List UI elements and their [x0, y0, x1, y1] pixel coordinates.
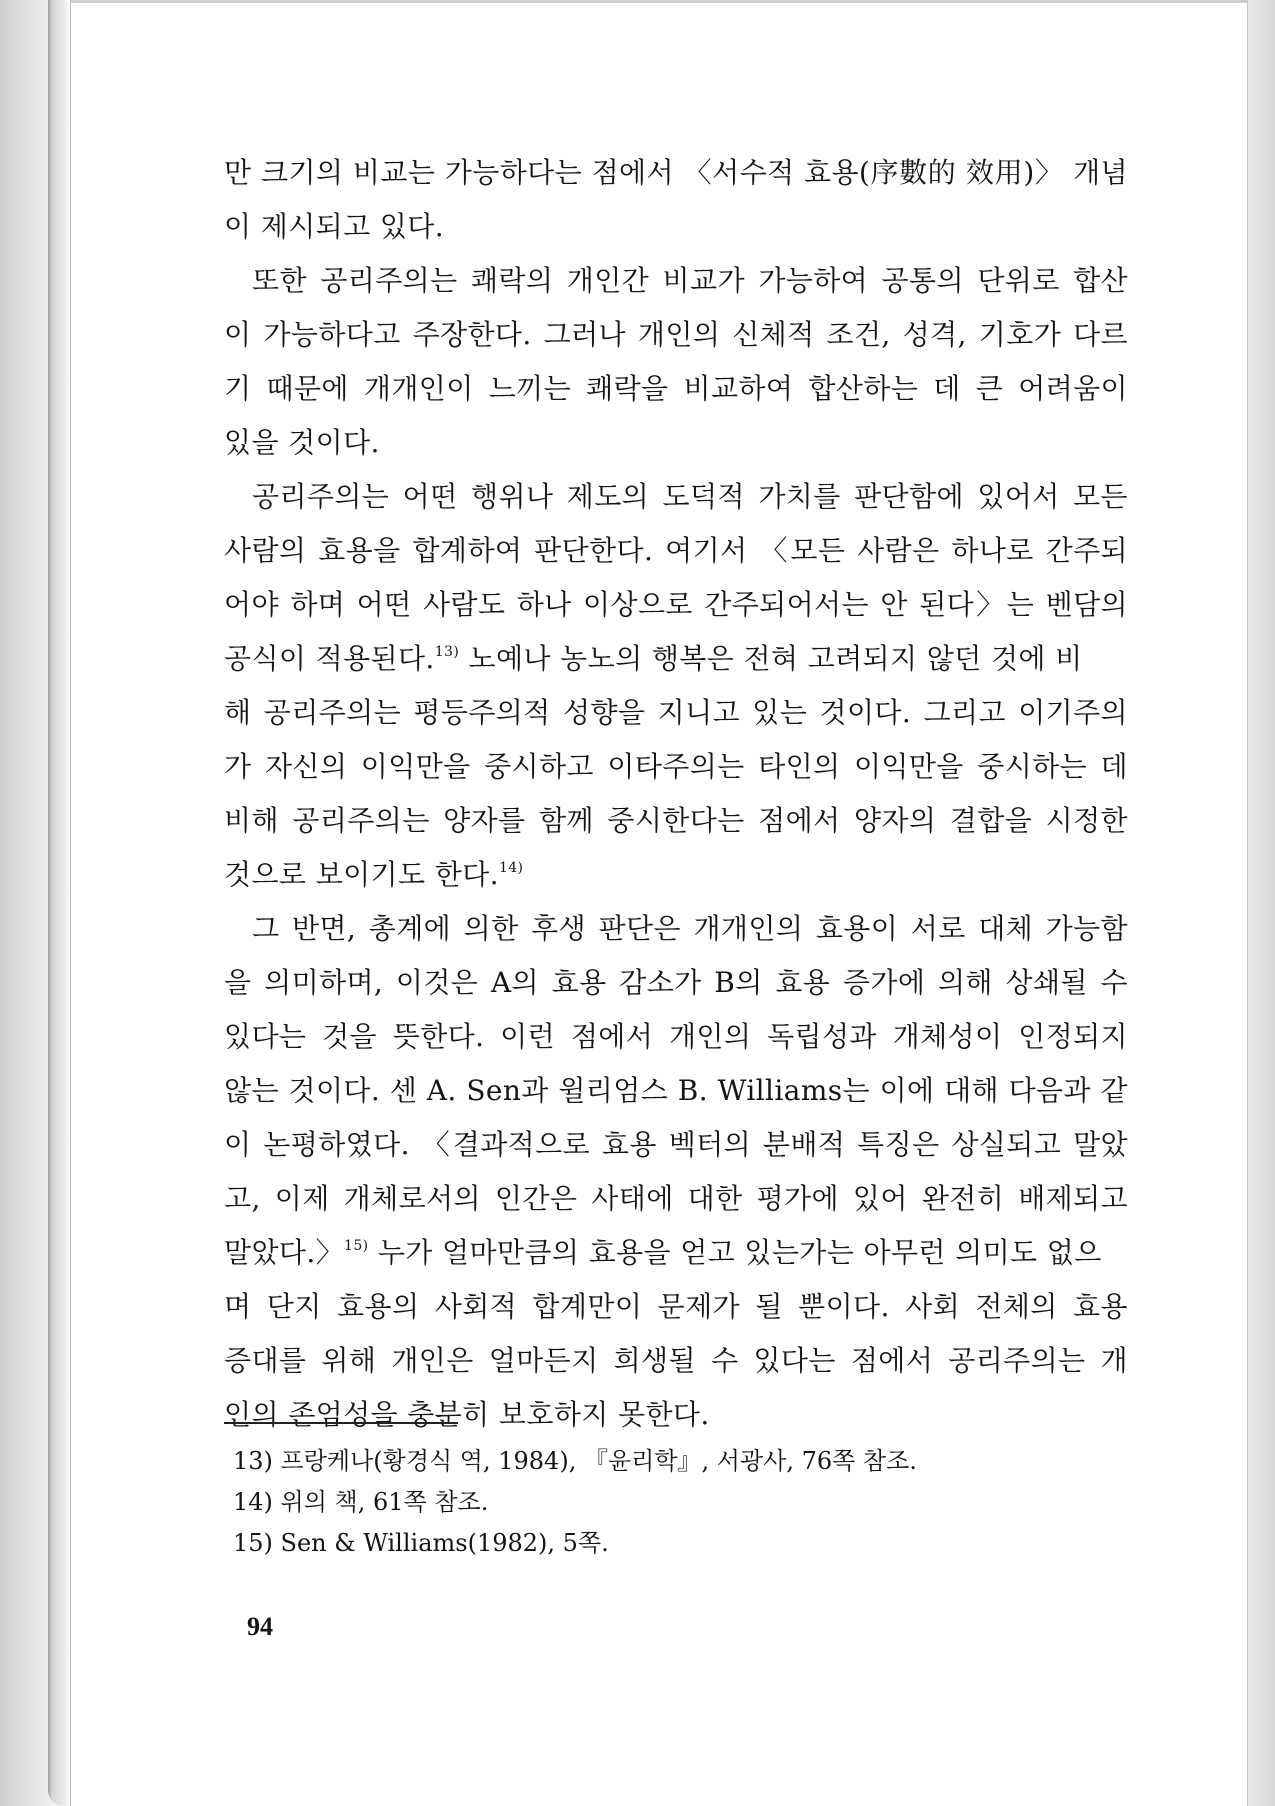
text-line: 이 가능하다고 주장한다. 그러나 개인의 신체적 조건, 성격, 기호가 다르	[224, 318, 1128, 351]
text-line: 가 자신의 이익만을 중시하고 이타주의는 타인의 이익만을 중시하는 데	[224, 750, 1128, 783]
footnote-ref-14[interactable]: 14)	[498, 860, 524, 876]
footnote-ref-15[interactable]: 15)	[344, 1238, 369, 1254]
text-segment: 말았다.〉	[224, 1236, 345, 1269]
text-line: 사람의 효용을 합계하여 판단한다. 여기서 〈모든 사람은 하나로 간주되	[224, 534, 1128, 567]
text-line: 기 때문에 개개인이 느끼는 쾌락을 비교하여 합산하는 데 큰 어려움이	[224, 372, 1128, 405]
page-top-edge	[70, 0, 1250, 3]
page-number: 94	[247, 1612, 273, 1641]
text-line	[224, 632, 1128, 686]
footnote-ref-13[interactable]: 13)	[434, 644, 460, 660]
text-segment: 누가 얼마만큼의 효용을 얻고 있는가는 아무런 의미도 없으	[368, 1236, 1102, 1269]
text-line: 고, 이제 개체로서의 인간은 사태에 대한 평가에 있어 완전히 배제되고	[224, 1182, 1128, 1215]
book-page-edge	[48, 0, 70, 1806]
footnote-divider	[224, 1422, 458, 1424]
text-line: 인의 존엄성을 충분히 보호하지 못한다.	[224, 1398, 710, 1431]
footnote-13: 13) 프랑케나(황경식 역, 1984), 『윤리학』, 서광사, 76쪽 참조.	[233, 1447, 917, 1475]
text-line: 비해 공리주의는 양자를 함께 중시한다는 점에서 양자의 결합을 시정한	[224, 804, 1128, 837]
text-line: 만 크기의 비교는 가능하다는 점에서 〈서수적 효용(序數的 效用)〉 개념	[224, 156, 1128, 189]
right-page-edge	[1247, 0, 1275, 1806]
text-line: 또한 공리주의는 쾌락의 개인간 비교가 가능하여 공통의 단위로 합산	[252, 264, 1128, 297]
text-line: 있을 것이다.	[224, 426, 380, 459]
text-line: 그 반면, 총계에 의한 후생 판단은 개개인의 효용이 서로 대체 가능함	[252, 912, 1128, 945]
text-line: 어야 하며 어떤 사람도 하나 이상으로 간주되어서는 안 된다〉는 벤담의	[224, 588, 1128, 621]
text-segment: 노예나 농노의 행복은 전혀 고려되지 않던 것에 비	[459, 642, 1083, 675]
footnote-15: 15) Sen & Williams(1982), 5쪽.	[233, 1529, 609, 1557]
text-line: 며 단지 효용의 사회적 합계만이 문제가 될 뿐이다. 사회 전체의 효용	[224, 1290, 1128, 1323]
text-line: 않는 것이다. 센 A. Sen과 윌리엄스 B. Williams는 이에 대해 다음과 같	[224, 1074, 1128, 1107]
footnote-14: 14) 위의 책, 61쪽 참조.	[233, 1488, 489, 1516]
text-line: 공리주의는 어떤 행위나 제도의 도덕적 가치를 판단함에 있어서 모든	[252, 480, 1128, 513]
footnotes	[233, 1441, 1113, 1564]
body-text	[224, 146, 1128, 1442]
text-line: 있다는 것을 뜻한다. 이런 점에서 개인의 독립성과 개체성이 인정되지	[224, 1020, 1128, 1053]
text-segment: 공식이 적용된다.	[224, 642, 435, 675]
text-segment: 것으로 보이기도 한다.	[224, 858, 499, 891]
text-line: 을 의미하며, 이것은 A의 효용 감소가 B의 효용 증가에 의해 상쇄될 수	[224, 966, 1128, 999]
text-line	[224, 1226, 1128, 1280]
text-line: 이 논평하였다. 〈결과적으로 효용 벡터의 분배적 특징은 상실되고 말았	[224, 1128, 1128, 1161]
text-line: 증대를 위해 개인은 얼마든지 희생될 수 있다는 점에서 공리주의는 개	[224, 1344, 1128, 1377]
text-line	[224, 848, 1128, 902]
text-line: 이 제시되고 있다.	[224, 210, 445, 243]
text-line: 해 공리주의는 평등주의적 성향을 지니고 있는 것이다. 그리고 이기주의	[224, 696, 1128, 729]
